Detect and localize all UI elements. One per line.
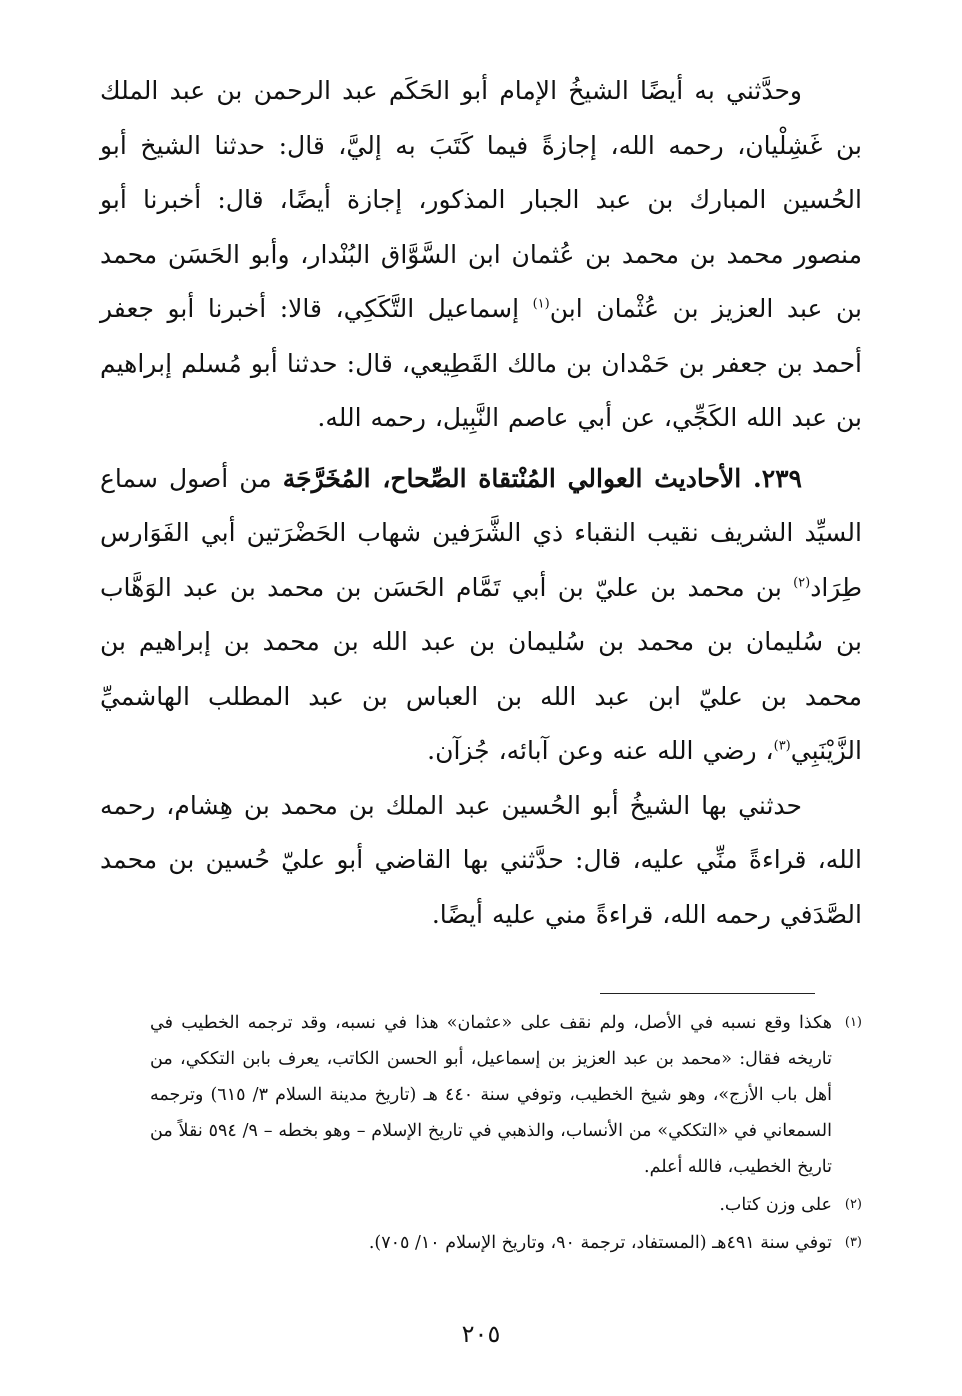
paragraph-2-text-end: ، رضي الله عنه وعن آبائه، جُزآن. [427,736,774,765]
footnote-ref-3: (٣) [773,738,791,754]
footnote-1 [150,1005,862,1185]
footnote-2 [150,1187,862,1223]
paragraph-1-text: وحدَّثني به أيضًا الشيخُ الإمام أبو الحَكَم عبد الرحمن بن عبد الملك بن غَشِلْيان، رحمه الله، إجازةً فيما كَتَبَ به إليَّ، قال: حدثنا الشيخ أبو الحُسين المبارك بن عبد الجبار المذكور، إجازة أيضًا، قال: أخبرنا أبو منصور محمد بن محمد بن عُثمان ابن السَّوَّاق البُنْدار، وأبو الحَسَن محمد بن عبد العزيز بن عُثْمان ابن [100,76,863,323]
footnote-3-number: (٣) [844,1235,862,1250]
footnote-ref-1: (١) [532,296,550,312]
footnote-separator [600,993,815,994]
paragraph-3 [100,779,862,943]
footnote-ref-2: (٢) [793,575,811,591]
paragraph-1 [100,64,862,446]
main-text [100,64,862,942]
footnote-3-text: توفي سنة ٤٩١هـ (المستفاد، ترجمة ٩٠، وتاريخ الإسلام ١٠/ ٧٠٥). [368,1233,832,1253]
paragraph-2-text: من أصول سماع السيِّد الشريف نقيب النقباء ذي الشَّرَفين شهاب الحَضْرَتين أبي الفَوَارس طِرَاد [100,463,862,602]
paragraph-3-text: حدثني بها الشيخُ أبو الحُسين عبد الملك بن محمد بن هِشام، رحمه الله، قراءةً منِّي عليه، قال: حدَّثني بها القاضي أبو عليّ حُسين بن محمد الصَّدَفي رحمه الله، قراءةً مني عليه أيضًا. [100,790,862,929]
paragraph-2 [100,452,862,779]
page-number: ٢٠٥ [461,1320,501,1348]
entry-heading-239: ٢٣٩. الأحاديث العوالي المُنْتقاة الصِّحاح، المُخَرَّجَة [282,463,802,493]
paragraph-2-text-continued: بن محمد بن عليّ بن أبي تَمَّام الحَسَن بن محمد بن عبد الوَهَّاب بن سُليمان بن محمد بن سُليمان بن عبد الله بن محمد بن إبراهيم بن محمد بن عليّ ابن عبد الله بن العباس بن عبد المطلب الهاشميِّ الزَّيْنَبِي [100,572,862,765]
footnotes [150,1005,862,1261]
paragraph-1-text-continued: إسماعيل التَّكَكِي، قالا: أخبرنا أبو جعفر أحمد بن جعفر بن حَمْدان بن مالك القَطِيعي، قال: حدثنا أبو مُسلم إبراهيم بن عبد الله الكَجِّي، عن أبي عاصم النَّبِيل، رحمه الله. [100,294,862,432]
footnote-3 [150,1225,862,1261]
footnote-2-text: على وزن كتاب. [719,1195,832,1215]
footnote-2-number: (٢) [844,1197,862,1212]
footnote-1-number: (١) [844,1015,862,1030]
footnote-1-text: هكذا وقع نسبه في الأصل، ولم نقف على «عثمان» هذا في نسبه، وقد ترجمه الخطيب في تاريخه فقال: «محمد بن عبد العزيز بن إسماعيل، أبو الحسن الكاتب، يعرف بابن التككي، من أهل باب الأزج»، وهو شيخ الخطيب، وتوفي سنة ٤٤٠ هـ (تاريخ مدينة السلام ٣/ ٦١٥) وترجمه السمعاني في «التككي» من الأنساب، والذهبي في تاريخ الإسلام – وهو بخطه – ٩/ ٥٩٤ نقلاً من تاريخ الخطيب، فالله أعلم. [150,1013,832,1177]
